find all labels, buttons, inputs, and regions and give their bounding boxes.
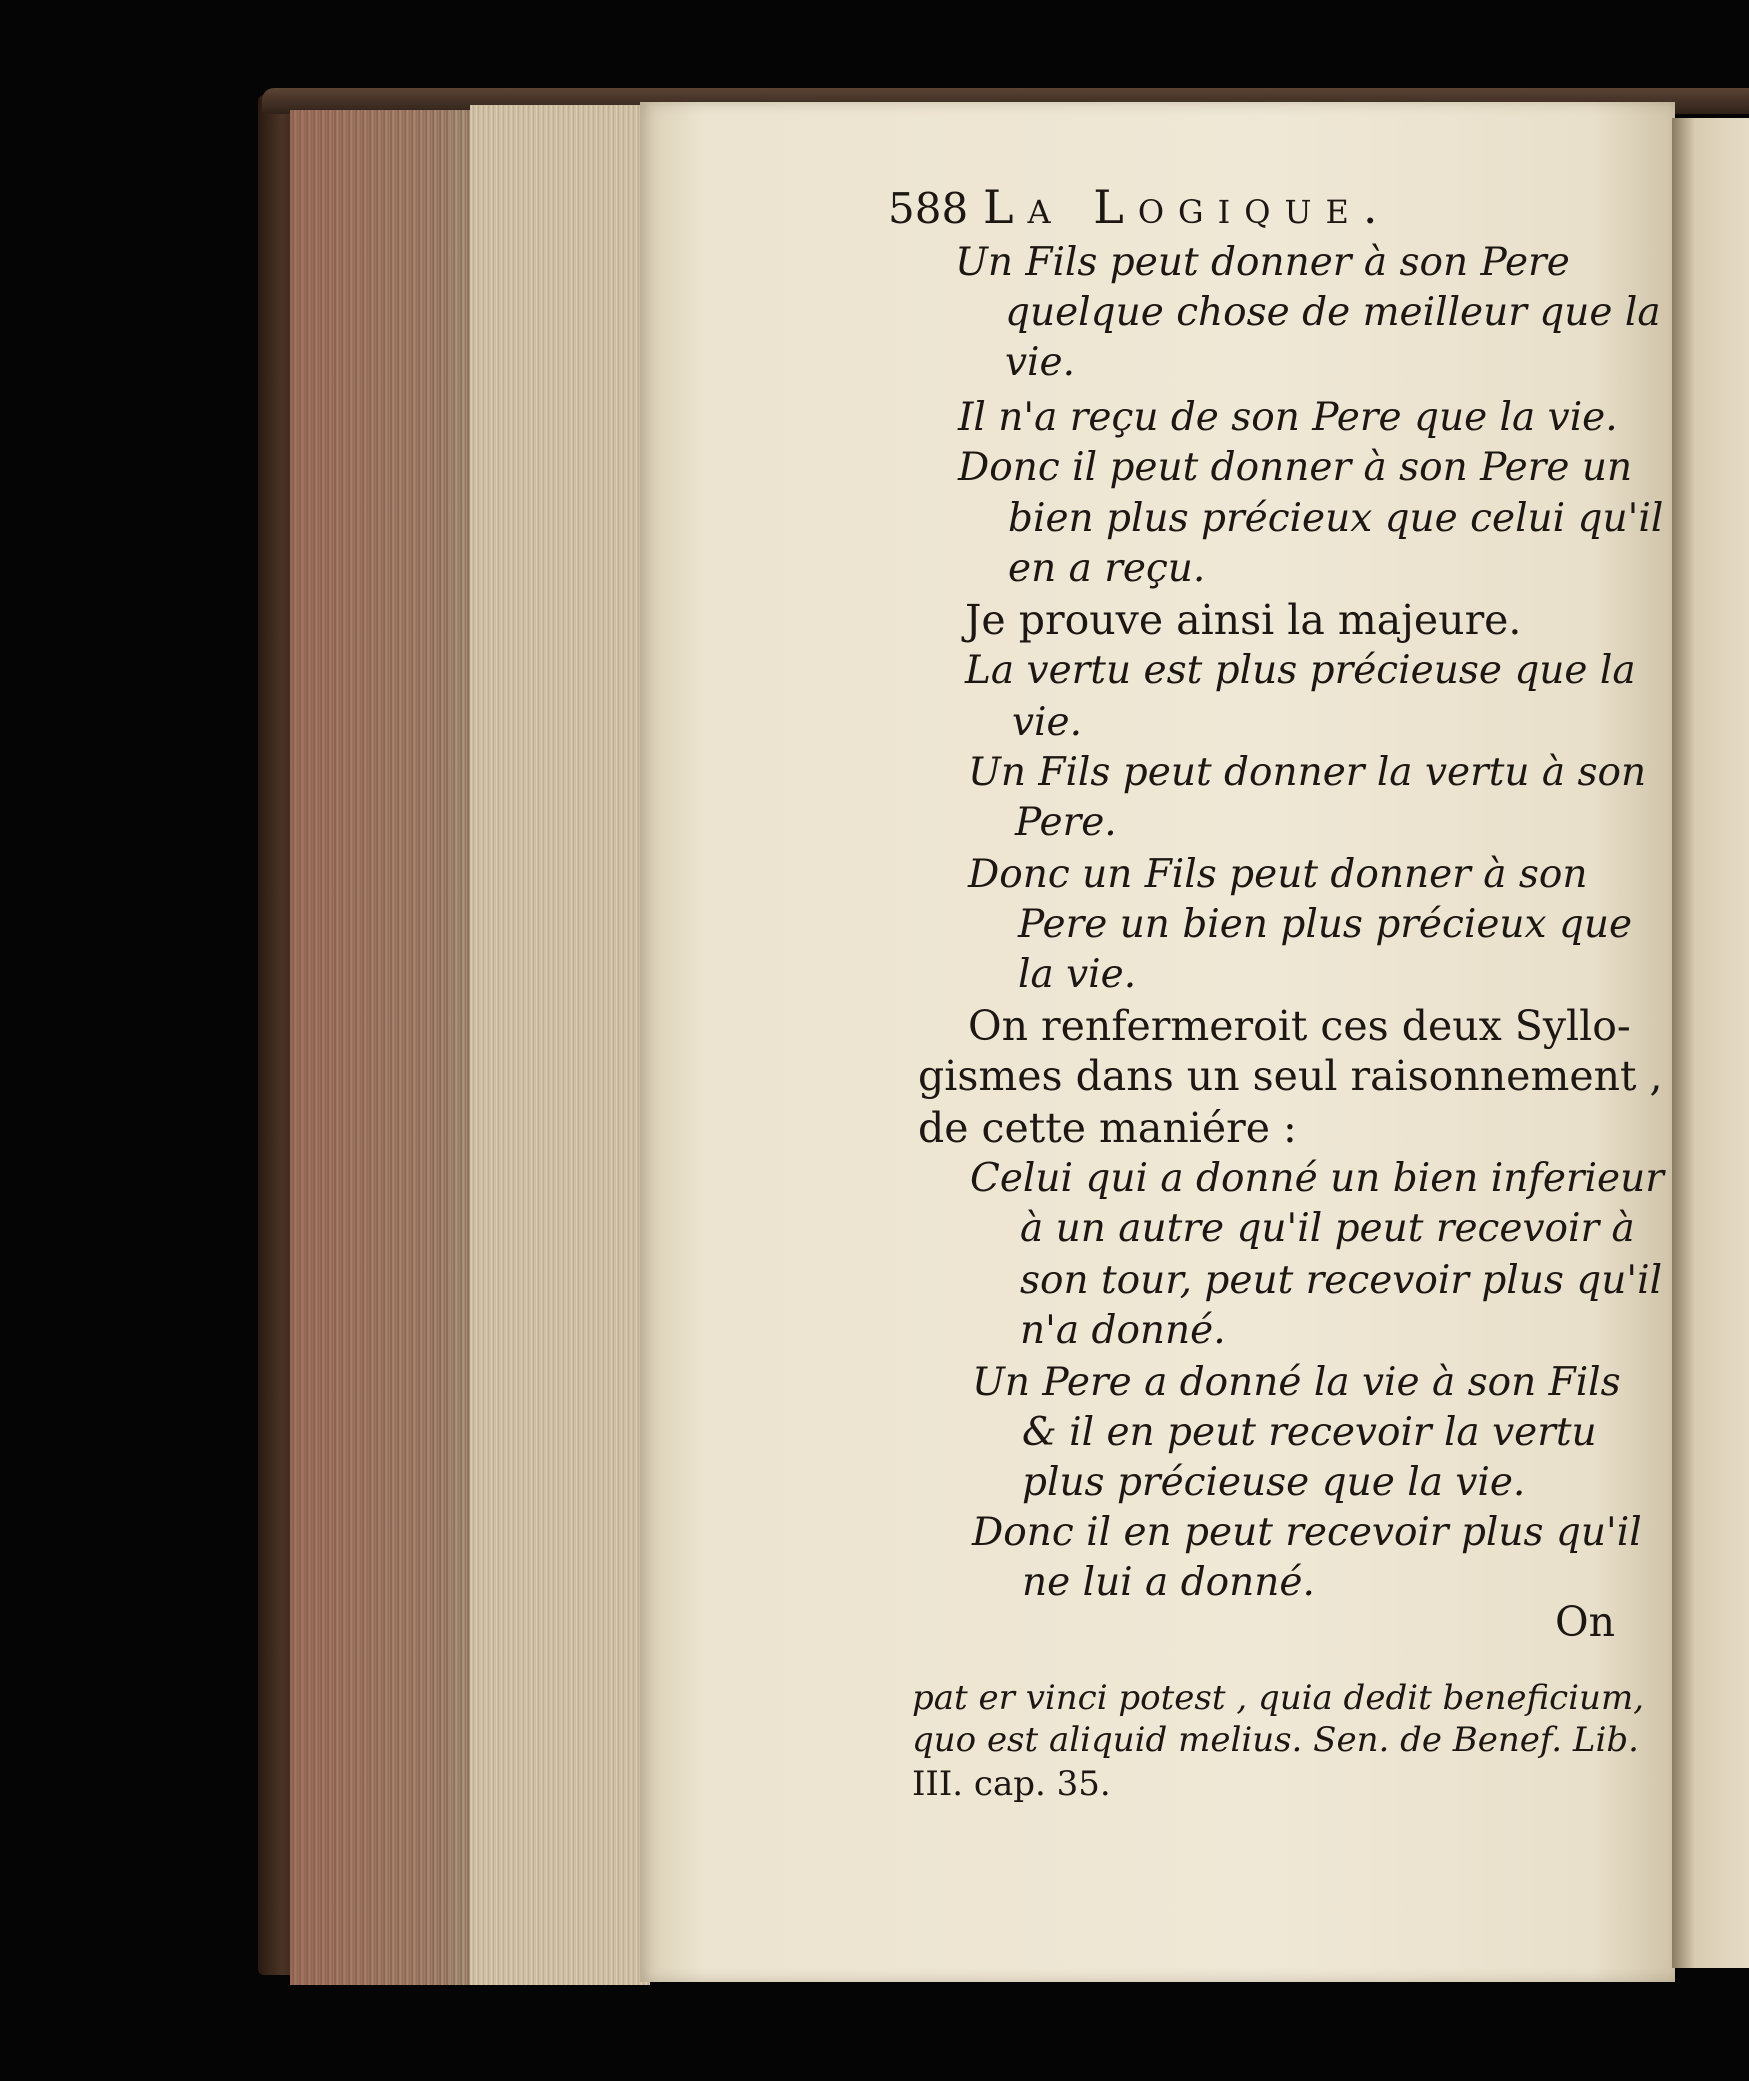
- body-line: plus précieuse que la vie.: [1022, 1460, 1526, 1505]
- body-line: Pere un bien plus précieux que: [1018, 902, 1633, 947]
- body-line: en a reçu.: [1008, 546, 1206, 591]
- body-line: & il en peut recevoir la vertu: [1022, 1410, 1597, 1455]
- footnote-line: III. cap. 35.: [912, 1764, 1111, 1804]
- body-line: quelque chose de meilleur que la: [1005, 290, 1661, 335]
- body-line: vie.: [1005, 340, 1075, 385]
- body-line: vie.: [1012, 700, 1082, 745]
- red-sprinkled-edge: [290, 110, 450, 1985]
- body-line: La vertu est plus précieuse que la: [965, 648, 1636, 693]
- running-title: La Logique.: [983, 180, 1392, 234]
- page-number: 588: [888, 184, 969, 233]
- footnote-line: quo est aliquid melius. Sen. de Benef. Lib.: [912, 1720, 1639, 1760]
- body-line: Un Pere a donné la vie à son Fils: [972, 1360, 1621, 1405]
- facing-page-edge: [1672, 118, 1749, 1968]
- body-line: Donc un Fils peut donner à son: [968, 852, 1588, 897]
- body-line: la vie.: [1018, 952, 1137, 997]
- body-line: On renfermeroit ces deux Syllo-: [968, 1002, 1631, 1050]
- body-line: gismes dans un seul raisonnement ,: [918, 1052, 1663, 1100]
- body-line: Un Fils peut donner la vertu à son: [968, 750, 1647, 795]
- catchword: On: [1555, 1598, 1616, 1646]
- body-line: Il n'a reçu de son Pere que la vie.: [958, 395, 1618, 440]
- page-block-inner-edges: [470, 105, 650, 1985]
- body-line: de cette maniére :: [918, 1104, 1297, 1152]
- body-line: Je prouve ainsi la majeure.: [965, 596, 1522, 644]
- page-header: [888, 180, 1548, 236]
- footnote-line: pat er vinci potest , quia dedit beneficium,: [912, 1678, 1644, 1718]
- body-line: Un Fils peut donner à son Pere: [955, 240, 1570, 285]
- body-line: son tour, peut recevoir plus qu'il: [1020, 1258, 1663, 1303]
- body-line: Pere.: [1015, 800, 1117, 845]
- body-line: à un autre qu'il peut recevoir à: [1020, 1206, 1635, 1251]
- body-line: bien plus précieux que celui qu'il: [1008, 496, 1664, 541]
- body-line: Donc il en peut recevoir plus qu'il: [972, 1510, 1642, 1555]
- body-line: ne lui a donné.: [1022, 1560, 1315, 1605]
- body-line: Celui qui a donné un bien inferieur: [970, 1156, 1664, 1201]
- body-line: n'a donné.: [1020, 1308, 1226, 1353]
- body-line: Donc il peut donner à son Pere un: [958, 445, 1633, 490]
